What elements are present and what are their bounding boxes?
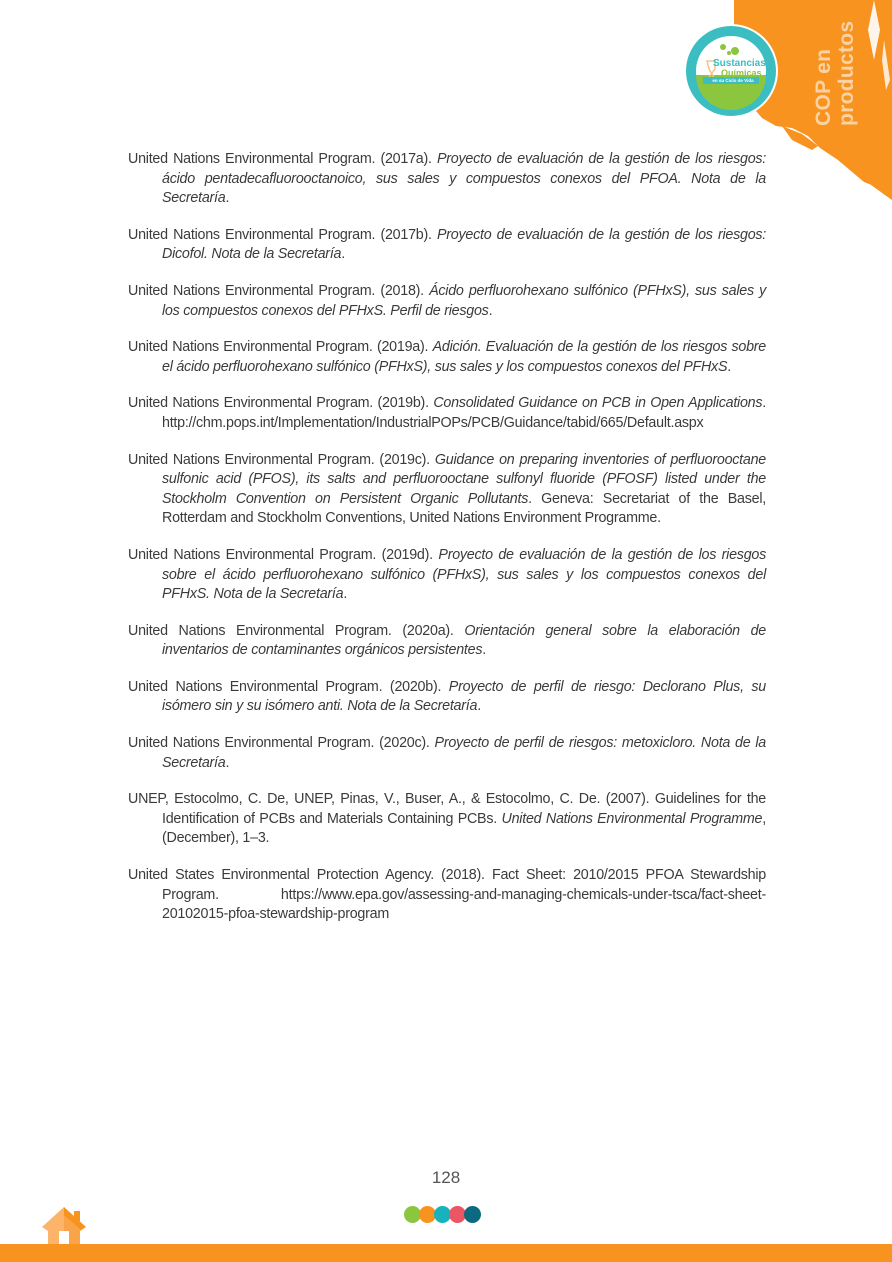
reference-item: United Nations Environmental Program. (2020b). Proyecto de perfil de riesgo: Declorano Plus, su isómero sin y su isómero anti. Nota de la Secretaría. (128, 678, 767, 715)
reference-item: United Nations Environmental Program. (2020c). Proyecto de perfil de riesgos: metoxicloro. Nota de la Secretaría. (128, 735, 766, 771)
badge-title-line2: Químicas (721, 68, 762, 78)
reference-item: United Nations Environmental Program. (2019c). Guidance on preparing inventories of perfluorooctane sulfonic acid (PFOS), its salts and perfluorooctane sulfonyl fluoride (PFOSF) listed under the Stockholm Convention on Persistent Organic Pollutants. Geneva: Secretariat of the Basel, Rotterdam and Stockholm Conventions, United Nations Environment Programme. (128, 451, 766, 527)
program-badge-logo (683, 23, 779, 119)
section-tab (812, 20, 872, 128)
reference-item: United Nations Environmental Program. (2020a). Orientación general sobre la elaboración de inventarios de contaminantes orgánicos persistentes. (128, 622, 766, 659)
badge-subtitle: en su Ciclo de Vida (712, 78, 754, 83)
reference-item: United States Environmental Protection Agency. (2018). Fact Sheet: 2010/2015 PFOA Stewardship Program. https://www.epa.gov/assessing-and-managing-chemicals-under-tsca/fact-sheet-20102015-pfoa-stewardship-program (128, 867, 766, 923)
section-tab-line2: productos (835, 20, 858, 126)
footer-bar (0, 1244, 892, 1262)
reference-item: United Nations Environmental Program. (2019a). Adición. Evaluación de la gestión de los riesgos sobre el ácido perfluorohexano sulfónico (PFHxS), sus sales y los compuestos conexos del PFHxS. (128, 339, 766, 375)
reference-item: United Nations Environmental Program. (2017a). Proyecto de evaluación de la gestión de los riesgos: ácido pentadecafluorooctanoico, sus sales y compuestos conexos del PFOA. Nota de la Secretaría. (128, 151, 767, 207)
color-dots (404, 1206, 479, 1223)
page-number: 128 (431, 1168, 461, 1187)
home-icon[interactable] (40, 1205, 88, 1245)
badge-title-line1: Sustancias (713, 58, 766, 69)
section-tab-line1: COP en (812, 48, 835, 126)
reference-item: United Nations Environmental Program. (2018). Ácido perfluorohexano sulfónico (PFHxS), sus sales y los compuestos conexos del PFHxS. Perfil de riesgos. (128, 282, 766, 319)
reference-item: United Nations Environmental Program. (2019b). Consolidated Guidance on PCB in Open Applications. http://chm.pops.int/Implementation/IndustrialPOPs/PCB/Guidance/tabid/665/Default.aspx (128, 395, 767, 431)
reference-item: United Nations Environmental Program. (2017b). Proyecto de evaluación de la gestión de los riesgos: Dicofol. Nota de la Secretaría. (128, 226, 767, 263)
references-list (128, 150, 766, 942)
reference-item: United Nations Environmental Program. (2019d). Proyecto de evaluación de la gestión de los riesgos sobre el ácido perfluorohexano sulfónico (PFHxS), sus sales y los compuestos conexos del PFHxS. Nota de la Secretaría. (128, 546, 767, 603)
dot-navy (464, 1206, 481, 1223)
reference-item: UNEP, Estocolmo, C. De, UNEP, Pinas, V., Buser, A., & Estocolmo, C. De. (2007). Guidelines for the Identification of PCBs and Materials Containing PCBs. United Nations Environmental Programme, (December), 1–3. (128, 791, 766, 847)
